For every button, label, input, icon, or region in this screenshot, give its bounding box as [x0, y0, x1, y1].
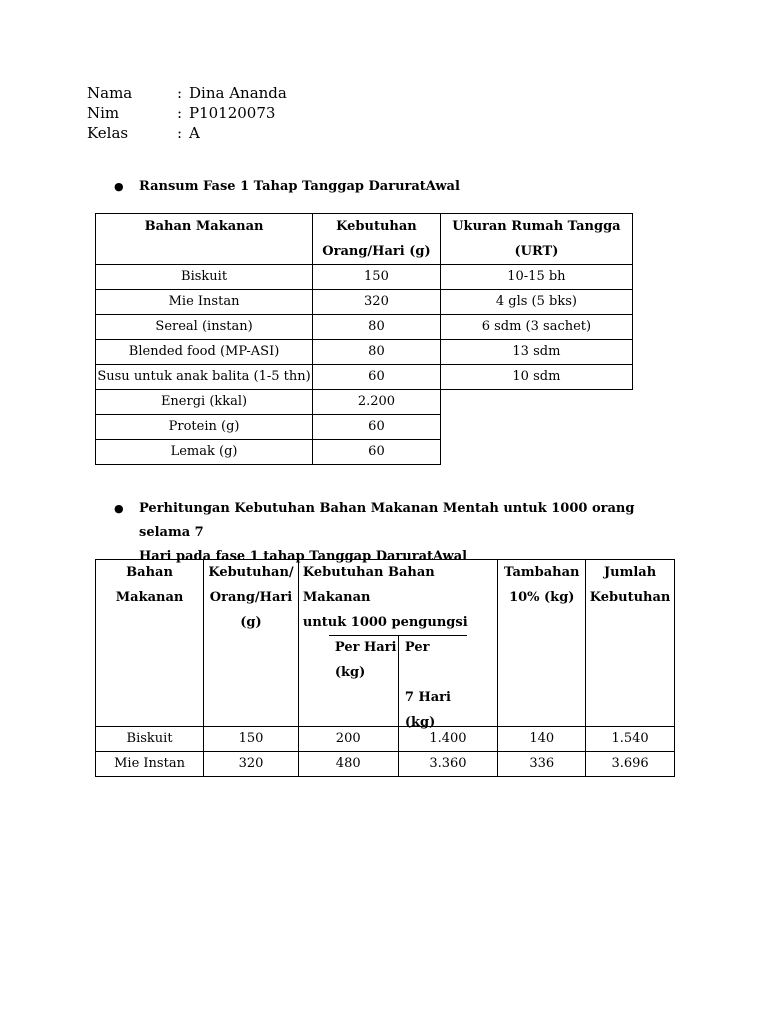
header-per-7-hari: Per 7 Hari (kg) [404, 640, 451, 730]
name-value: Dina Ananda [189, 84, 287, 102]
cell-bahan: Blended food (MP-ASI) [96, 340, 313, 365]
table-row [96, 727, 675, 752]
cell-kebutuhan: 60 [313, 440, 441, 465]
header-bahan-makanan: Bahan Makanan [96, 214, 313, 265]
section-1-title: Ransum Fase 1 Tahap Tanggap DaruratAwal [139, 179, 460, 194]
nim-label: Nim [87, 104, 120, 122]
table-row [96, 440, 633, 465]
cell-urt: 6 sdm (3 sachet) [440, 315, 632, 340]
nim-value: P10120073 [189, 104, 276, 122]
name-row [87, 83, 287, 103]
cell-kebutuhan: 150 [313, 265, 441, 290]
cell-per-7-hari: 3.360 [398, 752, 498, 777]
cell-bahan: Mie Instan [96, 752, 204, 777]
table-row [96, 340, 633, 365]
section-2-title-line1: Perhitungan Kebutuhan Bahan Makanan Mentah untuk 1000 orang selama 7 [139, 501, 635, 540]
cell-kebutuhan: 60 [313, 365, 441, 390]
table-row [96, 415, 633, 440]
cell-bahan: Biskuit [96, 265, 313, 290]
cell-jumlah: 1.540 [586, 727, 675, 752]
table-row [96, 265, 633, 290]
class-label: Kelas [87, 124, 129, 142]
bullet-icon: ● [114, 180, 124, 193]
cell-bahan: Lemak (g) [96, 440, 313, 465]
cell-bahan: Protein (g) [96, 415, 313, 440]
cell-tambahan: 140 [498, 727, 586, 752]
header-per-hari: Per Hari (kg) [299, 635, 399, 726]
empty-cell [440, 440, 632, 465]
cell-kebutuhan: 60 [313, 415, 441, 440]
header-bahan-makanan: Bahan Makanan [96, 560, 204, 727]
header-kebutuhan-pengungsi [298, 560, 498, 730]
cell-bahan: Mie Instan [96, 290, 313, 315]
cell-urt: 10-15 bh [440, 265, 632, 290]
cell-kebutuhan: 80 [313, 340, 441, 365]
table-row [96, 752, 675, 777]
empty-cell [440, 415, 632, 440]
cell-kebutuhan: 320 [204, 752, 299, 777]
cell-urt: 10 sdm [440, 365, 632, 390]
ration-table [95, 213, 633, 465]
colon: : [177, 84, 183, 102]
table-row [96, 315, 633, 340]
cell-urt: 13 sdm [440, 340, 632, 365]
cell-urt: 4 gls (5 bks) [440, 290, 632, 315]
cell-kebutuhan: 80 [313, 315, 441, 340]
table-row [96, 290, 633, 315]
header-pengungsi-line1: Kebutuhan Bahan Makanan [302, 565, 435, 605]
identity-block [87, 83, 287, 143]
empty-cell [440, 390, 632, 415]
table-header-row [96, 214, 633, 265]
cell-jumlah: 3.696 [586, 752, 675, 777]
cell-kebutuhan: 150 [204, 727, 299, 752]
name-label: Nama [87, 84, 133, 102]
cell-bahan: Sereal (instan) [96, 315, 313, 340]
cell-kebutuhan: 2.200 [313, 390, 441, 415]
header-tambahan: Tambahan 10% (kg) [498, 560, 586, 727]
bullet-icon: ● [114, 502, 124, 515]
section-2-title-line2: Hari pada fase 1 tahap Tanggap DaruratAwal [139, 549, 468, 564]
cell-kebutuhan: 320 [313, 290, 441, 315]
colon: : [177, 124, 183, 142]
cell-tambahan: 336 [498, 752, 586, 777]
cell-bahan: Biskuit [96, 727, 204, 752]
colon: : [177, 104, 183, 122]
cell-per-hari: 200 [298, 727, 398, 752]
section-1-heading [114, 175, 679, 199]
class-row [87, 123, 287, 143]
calculation-table [95, 559, 675, 777]
header-pengungsi-line2: untuk 1000 pengungsi [302, 615, 468, 630]
cell-bahan: Susu untuk anak balita (1-5 thn) [96, 365, 313, 390]
class-value: A [189, 124, 200, 142]
header-kebutuhan-orang-hari: Kebutuhan/ Orang/Hari (g) [204, 560, 299, 727]
header-urt: Ukuran Rumah Tangga (URT) [440, 214, 632, 265]
header-jumlah-kebutuhan: Jumlah Kebutuhan [586, 560, 675, 727]
cell-per-hari: 480 [298, 752, 398, 777]
table-row [96, 390, 633, 415]
table-row [96, 365, 633, 390]
table-header-row [96, 560, 675, 727]
cell-per-7-hari: 1.400 [398, 727, 498, 752]
header-kebutuhan: Kebutuhan Orang/Hari (g) [313, 214, 441, 265]
nim-row [87, 103, 287, 123]
cell-bahan: Energi (kkal) [96, 390, 313, 415]
